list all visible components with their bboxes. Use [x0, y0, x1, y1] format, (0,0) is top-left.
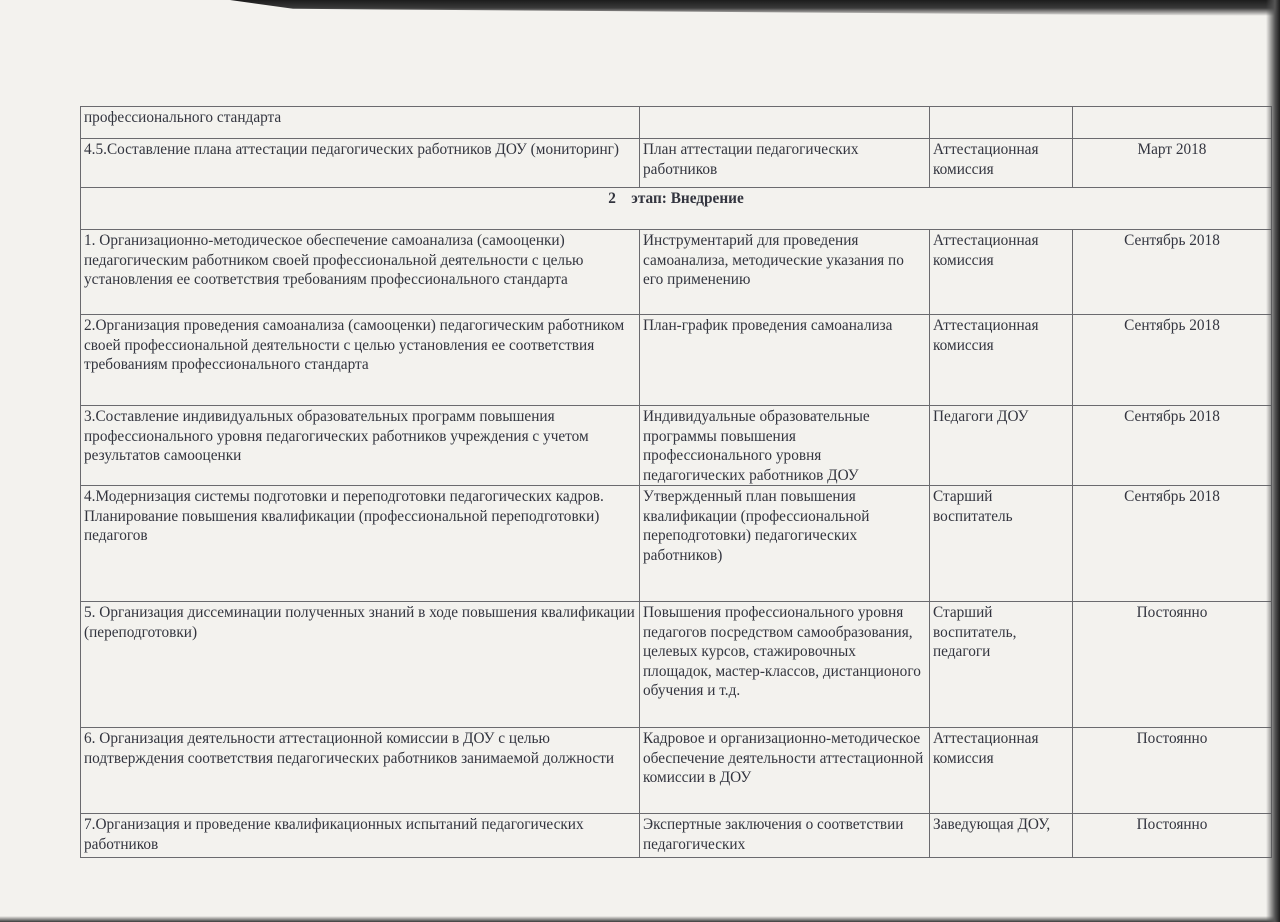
responsible-cell: Аттестационная комиссия [930, 728, 1073, 814]
task-cell: 3.Составление индивидуальных образовательных программ повышения профессионального уровня педагогических работников учреждения с учетом результатов самооценки [81, 406, 640, 486]
deadline-cell: Сентябрь 2018 [1073, 230, 1272, 315]
result-cell: Экспертные заключения о соответствии педагогических [640, 814, 930, 858]
table-row [81, 814, 1272, 858]
task-cell: 2.Организация проведения самоанализа (самооценки) педагогическим работником своей профессиональной деятельности с целью установления ее соответствия требованиям профессионального стандарта [81, 315, 640, 406]
task-cell: профессионального стандарта [81, 107, 640, 139]
responsible-cell: Старший воспитатель, педагоги [930, 602, 1073, 728]
task-cell: 4.5.Составление плана аттестации педагогических работников ДОУ (мониторинг) [81, 139, 640, 188]
responsible-cell: Старший воспитатель [930, 486, 1073, 602]
table-row [81, 406, 1272, 486]
result-text: Повышения профессионального уровня педагогов посредством самообразования, целевых курсов, стажировочных площадок, мастер-классов, дистанционого обучения и т.д. [643, 604, 921, 699]
table-row [81, 315, 1272, 406]
deadline-cell: Март 2018 [1073, 139, 1272, 188]
result-cell [640, 728, 930, 814]
result-text: Кадровое и организационно-методическое обеспечение деятельности аттестационной комиссии в ДОУ [643, 730, 924, 786]
deadline-cell: Постоянно [1073, 602, 1272, 728]
result-cell [640, 406, 930, 486]
table-row [81, 139, 1272, 188]
task-cell: 4.Модернизация системы подготовки и переподготовки педагогических кадров. Планирование повышения квалификации (профессиональной переподготовки) педагогов [81, 486, 640, 602]
deadline-cell: Сентябрь 2018 [1073, 406, 1272, 486]
table-row [81, 107, 1272, 139]
result-cell: Утвержденный план повышения квалификации (профессиональной переподготовки) педагогических работников) [640, 486, 930, 602]
deadline-cell [1073, 107, 1272, 139]
responsible-cell: Аттестационная комиссия [930, 315, 1073, 406]
result-cell [640, 602, 930, 728]
deadline-cell: Постоянно [1073, 728, 1272, 814]
responsible-cell [930, 107, 1073, 139]
stage-number: 2 [608, 190, 616, 207]
task-cell: 1. Организационно-методическое обеспечение самоанализа (самооценки) педагогическим работником своей профессиональной деятельности с целью установления ее соответствия требованиям профессионального стандарта [81, 230, 640, 315]
table-row [81, 486, 1272, 602]
stage-heading [81, 188, 1272, 230]
deadline-cell: Сентябрь 2018 [1073, 315, 1272, 406]
task-cell: 6. Организация деятельности аттестационной комиссии в ДОУ с целью подтверждения соответствия педагогических работников занимаемой должности [81, 728, 640, 814]
responsible-cell: Заведующая ДОУ, [930, 814, 1073, 858]
responsible-cell: Аттестационная комиссия [930, 139, 1073, 188]
result-cell: Инструментарий для проведения самоанализа, методические указания по его применению [640, 230, 930, 315]
responsible-cell: Педагоги ДОУ [930, 406, 1073, 486]
responsible-cell: Аттестационная комиссия [930, 230, 1073, 315]
table-row [81, 230, 1272, 315]
result-cell [640, 107, 930, 139]
table-row [81, 602, 1272, 728]
stage-row [81, 188, 1272, 230]
deadline-cell: Постоянно [1073, 814, 1272, 858]
stage-title: этап: Внедрение [631, 190, 744, 207]
table-row [81, 728, 1272, 814]
result-text: Индивидуальные образовательные программы повышения профессионального уровня педагогических работников ДОУ [643, 408, 870, 484]
plan-table [80, 106, 1272, 858]
task-cell: 5. Организация диссеминации полученных знаний в ходе повышения квалификации (переподготовки) [81, 602, 640, 728]
result-cell: План аттестации педагогических работников [640, 139, 930, 188]
task-cell: 7.Организация и проведение квалификационных испытаний педагогических работников [81, 814, 640, 858]
scan-bottom-edge [0, 916, 1280, 922]
result-cell: План-график проведения самоанализа [640, 315, 930, 406]
deadline-cell: Сентябрь 2018 [1073, 486, 1272, 602]
